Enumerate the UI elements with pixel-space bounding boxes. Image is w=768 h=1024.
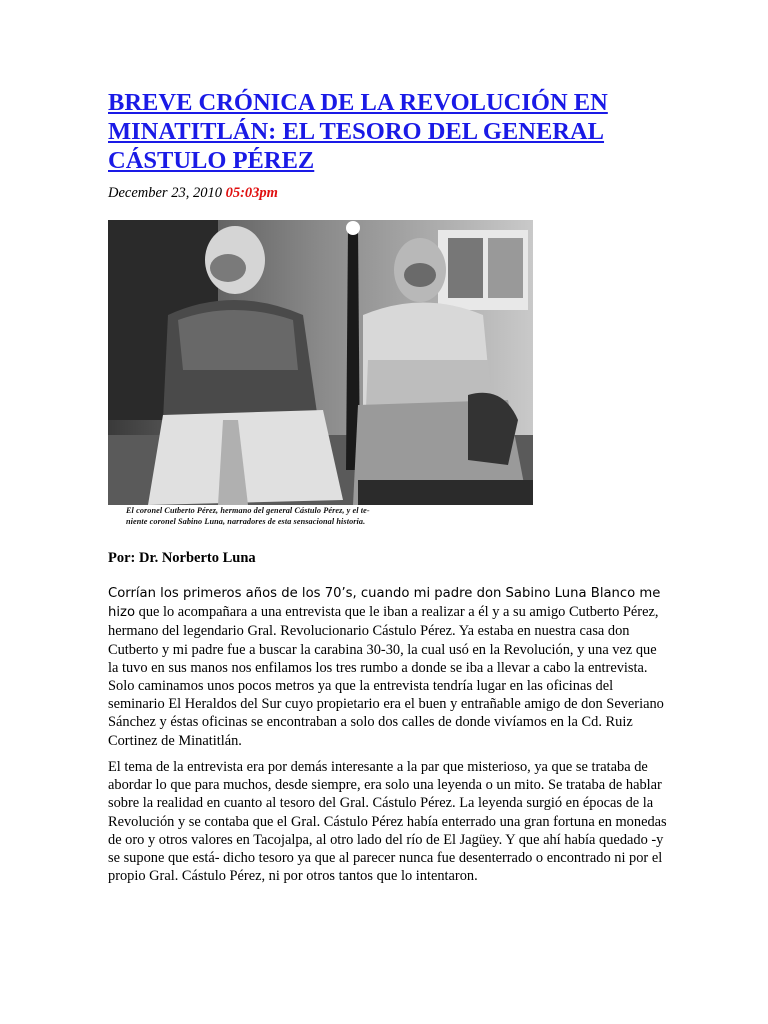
article-date: December 23, 2010: [108, 185, 222, 201]
photo-caption-line-1: El coronel Cutberto Pérez, hermano del general Cástulo Pérez, y el te-: [126, 506, 370, 515]
paragraph-1-lead: Corrían los primeros años de los 70’s, cuando mi padre don Sabino Luna Blanco me hizo: [108, 586, 661, 621]
article-dateline: [108, 185, 278, 202]
article-byline: Por: Dr. Norberto Luna: [108, 550, 256, 566]
article-time: 05:03pm: [225, 185, 278, 201]
photo-caption-line-2: niente coronel Sabino Luna, narradores de esta sensacional historia.: [126, 517, 366, 526]
photo-image: [108, 220, 533, 505]
photo-caption: [108, 505, 533, 527]
article-paragraph-1: [108, 584, 668, 750]
article-paragraph-2: El tema de la entrevista era por demás interesante a la par que misterioso, ya que se trataba de abordar lo que para muchos, desde siempre, era solo una leyenda o un mito. Se trataba de hablar sobre la realidad en cuanto al tesoro del Gral. Cástulo Pérez. La leyenda surgió en épocas de la Revolución y se contaba que el Gral. Cástulo Pérez había enterrado una gran fortuna en monedas de oro y otros valores en Tacojalpa, al otro lado del río de El Jagüey. Y que ahí había quedado -y se supone que está- dicho tesoro ya que al parecer nunca fue desenterrado o encontrado ni por el propio Gral. Cástulo Pérez, ni por otros tantos que lo intentaron.: [108, 759, 667, 885]
paragraph-1-text: que lo acompañara a una entrevista que le iban a realizar a él y a su amigo Cutberto Pérez, hermano del legendario Gral. Revolucionario Cástulo Pérez. Ya estaba en nuestra casa don Cutberto y mi padre fue a buscar la carabina 30-30, la cual usó en la Revolución, y una vez que la tuvo en sus manos nos enfilamos los tres rumbo a donde se iba a llevar a cabo la entrevista. Solo caminamos unos pocos metros ya que la entrevista tendría lugar en las oficinas del seminario El Heraldos del Sur cuyo propietario era el buen y entrañable amigo de don Severiano Sánchez y éstas oficinas se encontraban a solo dos calles de donde vivíamos en la Cd. Ruiz Cortinez de Minatitlán.: [108, 604, 664, 749]
article-photo: [108, 220, 533, 533]
article-title-link[interactable]: BREVE CRÓNICA DE LA REVOLUCIÓN EN MINATITLÁN: EL TESORO DEL GENERAL CÁSTULO PÉREZ: [108, 89, 608, 174]
